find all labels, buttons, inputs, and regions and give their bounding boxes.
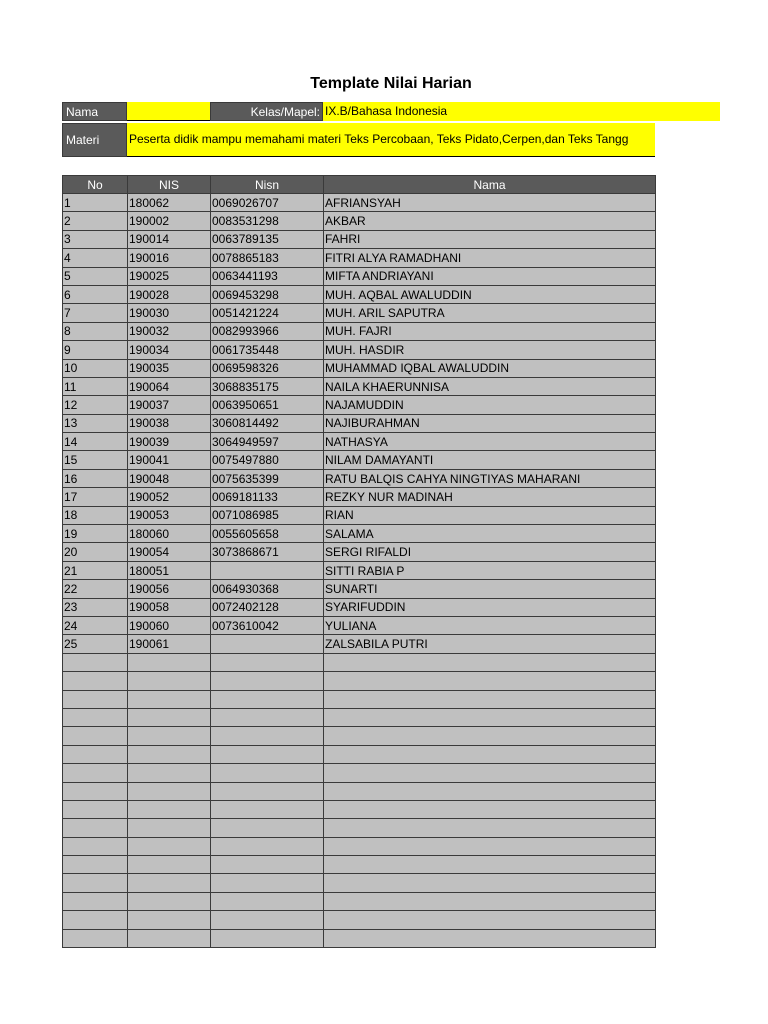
cell-nisn[interactable]: 0055605658 <box>211 525 324 543</box>
cell-nama[interactable]: REZKY NUR MADINAH <box>324 488 656 506</box>
cell-no[interactable] <box>63 764 128 782</box>
column-header-nis[interactable]: NIS <box>128 176 211 194</box>
cell-nama[interactable]: MIFTA ANDRIAYANI <box>324 267 656 285</box>
cell-nis[interactable] <box>128 911 211 929</box>
cell-nama[interactable] <box>324 727 656 745</box>
table-row <box>63 469 656 487</box>
cell-no[interactable] <box>63 745 128 763</box>
cell-no[interactable] <box>63 874 128 892</box>
table-row <box>63 414 656 432</box>
cell-nisn[interactable] <box>211 690 324 708</box>
cell-no[interactable]: 6 <box>63 285 128 303</box>
table-row <box>63 267 656 285</box>
cell-nisn[interactable]: 0069181133 <box>211 488 324 506</box>
cell-nis[interactable] <box>128 856 211 874</box>
cell-nis[interactable]: 190030 <box>128 304 211 322</box>
table-row <box>63 929 656 947</box>
cell-nisn[interactable] <box>211 856 324 874</box>
cell-no[interactable]: 7 <box>63 304 128 322</box>
cell-nisn[interactable] <box>211 635 324 653</box>
cell-nama[interactable] <box>324 874 656 892</box>
cell-nisn[interactable] <box>211 911 324 929</box>
cell-nis[interactable]: 190025 <box>128 267 211 285</box>
table-body <box>63 194 656 948</box>
cell-nisn[interactable]: 0075497880 <box>211 451 324 469</box>
table-row <box>63 194 656 212</box>
cell-nisn[interactable]: 0061735448 <box>211 341 324 359</box>
cell-nama[interactable]: SITTI RABIA P <box>324 561 656 579</box>
table-row <box>63 782 656 800</box>
cell-no[interactable]: 17 <box>63 488 128 506</box>
cell-no[interactable] <box>63 929 128 947</box>
table-row <box>63 635 656 653</box>
cell-nama[interactable]: SUNARTI <box>324 580 656 598</box>
cell-nis[interactable]: 190054 <box>128 543 211 561</box>
cell-no[interactable]: 25 <box>63 635 128 653</box>
cell-nama[interactable]: FITRI ALYA RAMADHANI <box>324 249 656 267</box>
cell-nama[interactable]: MUH. FAJRI <box>324 322 656 340</box>
cell-no[interactable]: 11 <box>63 377 128 395</box>
table-row <box>63 285 656 303</box>
cell-nama[interactable] <box>324 764 656 782</box>
cell-nis[interactable]: 190053 <box>128 506 211 524</box>
cell-nis[interactable]: 190064 <box>128 377 211 395</box>
cell-nis[interactable]: 190058 <box>128 598 211 616</box>
table-row <box>63 230 656 248</box>
cell-nis[interactable] <box>128 672 211 690</box>
cell-nama[interactable]: NATHASYA <box>324 433 656 451</box>
cell-nama[interactable] <box>324 911 656 929</box>
cell-nis[interactable]: 190032 <box>128 322 211 340</box>
cell-nisn[interactable]: 3060814492 <box>211 414 324 432</box>
cell-nis[interactable] <box>128 782 211 800</box>
cell-no[interactable]: 2 <box>63 212 128 230</box>
cell-nisn[interactable]: 0073610042 <box>211 616 324 634</box>
cell-no[interactable]: 10 <box>63 359 128 377</box>
cell-no[interactable] <box>63 690 128 708</box>
table-row <box>63 561 656 579</box>
cell-nisn[interactable]: 0072402128 <box>211 598 324 616</box>
cell-no[interactable] <box>63 856 128 874</box>
cell-nama[interactable]: NAJAMUDDIN <box>324 396 656 414</box>
table-row <box>63 506 656 524</box>
cell-no[interactable]: 16 <box>63 469 128 487</box>
cell-nis[interactable]: 190039 <box>128 433 211 451</box>
table-row <box>63 690 656 708</box>
cell-no[interactable]: 18 <box>63 506 128 524</box>
cell-no[interactable]: 19 <box>63 525 128 543</box>
cell-nisn[interactable] <box>211 874 324 892</box>
cell-no[interactable]: 8 <box>63 322 128 340</box>
cell-nama[interactable] <box>324 892 656 910</box>
table-row <box>63 212 656 230</box>
column-header-no[interactable]: No <box>63 176 128 194</box>
cell-nisn[interactable]: 0083531298 <box>211 212 324 230</box>
cell-nama[interactable]: AFRIANSYAH <box>324 194 656 212</box>
cell-no[interactable]: 22 <box>63 580 128 598</box>
table-row <box>63 580 656 598</box>
cell-nis[interactable]: 180062 <box>128 194 211 212</box>
cell-nis[interactable] <box>128 874 211 892</box>
table-row <box>63 856 656 874</box>
cell-nama[interactable]: NAJIBURAHMAN <box>324 414 656 432</box>
cell-nama[interactable] <box>324 672 656 690</box>
table-row <box>63 874 656 892</box>
column-header-nama[interactable]: Nama <box>324 176 656 194</box>
cell-no[interactable] <box>63 672 128 690</box>
materi-label: Materi <box>62 123 127 157</box>
cell-nisn[interactable]: 3064949597 <box>211 433 324 451</box>
cell-nama[interactable]: FAHRI <box>324 230 656 248</box>
page-title: Template Nilai Harian <box>310 75 472 92</box>
table-row <box>63 837 656 855</box>
cell-nama[interactable]: RATU BALQIS CAHYA NINGTIYAS MAHARANI <box>324 469 656 487</box>
table-row <box>63 322 656 340</box>
cell-no[interactable]: 9 <box>63 341 128 359</box>
cell-nis[interactable]: 190002 <box>128 212 211 230</box>
cell-nis[interactable] <box>128 892 211 910</box>
cell-nama[interactable]: NAILA KHAERUNNISA <box>324 377 656 395</box>
cell-no[interactable]: 23 <box>63 598 128 616</box>
kelas-value-cell[interactable]: IX.B/Bahasa Indonesia <box>323 102 654 121</box>
cell-nama[interactable] <box>324 690 656 708</box>
cell-no[interactable]: 12 <box>63 396 128 414</box>
cell-nis[interactable]: 190052 <box>128 488 211 506</box>
cell-nisn[interactable]: 0051421224 <box>211 304 324 322</box>
cell-nisn[interactable] <box>211 764 324 782</box>
table-row <box>63 451 656 469</box>
cell-nama[interactable] <box>324 708 656 726</box>
cell-nisn[interactable] <box>211 672 324 690</box>
table-row <box>63 800 656 818</box>
cell-no[interactable]: 3 <box>63 230 128 248</box>
cell-nisn[interactable] <box>211 892 324 910</box>
cell-nisn[interactable]: 3068835175 <box>211 377 324 395</box>
cell-nama[interactable]: SERGI RIFALDI <box>324 543 656 561</box>
column-header-nisn[interactable]: Nisn <box>211 176 324 194</box>
cell-nisn[interactable] <box>211 837 324 855</box>
cell-nama[interactable]: YULIANA <box>324 616 656 634</box>
cell-no[interactable]: 5 <box>63 267 128 285</box>
cell-nis[interactable]: 190060 <box>128 616 211 634</box>
cell-nisn[interactable]: 0063950651 <box>211 396 324 414</box>
cell-nis[interactable] <box>128 764 211 782</box>
cell-nama[interactable] <box>324 929 656 947</box>
cell-nis[interactable]: 190035 <box>128 359 211 377</box>
cell-nama[interactable]: MUH. HASDIR <box>324 341 656 359</box>
table-row <box>63 764 656 782</box>
cell-nis[interactable]: 190061 <box>128 635 211 653</box>
cell-no[interactable] <box>63 727 128 745</box>
cell-nis[interactable]: 190048 <box>128 469 211 487</box>
table-row <box>63 359 656 377</box>
cell-nisn[interactable]: 0063789135 <box>211 230 324 248</box>
cell-nis[interactable] <box>128 727 211 745</box>
cell-no[interactable]: 20 <box>63 543 128 561</box>
cell-no[interactable] <box>63 653 128 671</box>
table-row <box>63 543 656 561</box>
table-row <box>63 616 656 634</box>
cell-nisn[interactable] <box>211 800 324 818</box>
cell-nis[interactable] <box>128 837 211 855</box>
cell-nis[interactable] <box>128 653 211 671</box>
cell-nama[interactable] <box>324 745 656 763</box>
cell-nisn[interactable] <box>211 653 324 671</box>
cell-no[interactable] <box>63 800 128 818</box>
cell-no[interactable]: 21 <box>63 561 128 579</box>
cell-nis[interactable] <box>128 745 211 763</box>
nama-label: Nama <box>62 102 127 121</box>
cell-nisn[interactable] <box>211 782 324 800</box>
cell-no[interactable] <box>63 708 128 726</box>
cell-no[interactable] <box>63 782 128 800</box>
table-row <box>63 433 656 451</box>
kelas-label: Kelas/Mapel: <box>210 102 323 121</box>
cell-nisn[interactable]: 0063441193 <box>211 267 324 285</box>
cell-nis[interactable]: 190034 <box>128 341 211 359</box>
cell-nisn[interactable]: 0078865183 <box>211 249 324 267</box>
cell-nis[interactable] <box>128 819 211 837</box>
cell-nama[interactable]: MUH. AQBAL AWALUDDIN <box>324 285 656 303</box>
cell-nisn[interactable]: 0075635399 <box>211 469 324 487</box>
cell-nisn[interactable] <box>211 819 324 837</box>
cell-nis[interactable]: 190056 <box>128 580 211 598</box>
cell-no[interactable]: 4 <box>63 249 128 267</box>
table-row <box>63 377 656 395</box>
cell-nisn[interactable] <box>211 745 324 763</box>
table-row <box>63 819 656 837</box>
cell-nama[interactable] <box>324 653 656 671</box>
table-row <box>63 525 656 543</box>
cell-nama[interactable] <box>324 800 656 818</box>
cell-nisn[interactable]: 0069026707 <box>211 194 324 212</box>
cell-no[interactable] <box>63 911 128 929</box>
materi-value-cell[interactable]: Peserta didik mampu memahami materi Teks Percobaan, Teks Pidato,Cerpen,dan Teks Tangg <box>127 123 655 157</box>
table-row <box>63 598 656 616</box>
cell-nama[interactable]: ZALSABILA PUTRI <box>324 635 656 653</box>
cell-nis[interactable]: 190014 <box>128 230 211 248</box>
cell-no[interactable]: 24 <box>63 616 128 634</box>
cell-nama[interactable]: AKBAR <box>324 212 656 230</box>
table-row <box>63 249 656 267</box>
nama-value-cell[interactable] <box>127 102 210 121</box>
cell-nis[interactable]: 190028 <box>128 285 211 303</box>
cell-nisn[interactable]: 0082993966 <box>211 322 324 340</box>
cell-nisn[interactable]: 0069453298 <box>211 285 324 303</box>
table-row <box>63 304 656 322</box>
cell-nama[interactable] <box>324 837 656 855</box>
kelas-overflow-highlight <box>654 102 720 121</box>
cell-nis[interactable] <box>128 708 211 726</box>
cell-nama[interactable]: SALAMA <box>324 525 656 543</box>
cell-nis[interactable] <box>128 690 211 708</box>
cell-no[interactable] <box>63 892 128 910</box>
cell-nama[interactable] <box>324 819 656 837</box>
cell-nisn[interactable] <box>211 561 324 579</box>
table-row <box>63 911 656 929</box>
cell-nisn[interactable] <box>211 727 324 745</box>
cell-nama[interactable] <box>324 782 656 800</box>
table-row <box>63 341 656 359</box>
cell-no[interactable]: 14 <box>63 433 128 451</box>
cell-no[interactable] <box>63 837 128 855</box>
cell-nis[interactable]: 180051 <box>128 561 211 579</box>
cell-nis[interactable]: 190038 <box>128 414 211 432</box>
table-row <box>63 745 656 763</box>
cell-no[interactable] <box>63 819 128 837</box>
cell-nisn[interactable] <box>211 929 324 947</box>
cell-no[interactable]: 15 <box>63 451 128 469</box>
cell-nama[interactable] <box>324 856 656 874</box>
cell-nama[interactable]: MUHAMMAD IQBAL AWALUDDIN <box>324 359 656 377</box>
table-row <box>63 708 656 726</box>
cell-no[interactable]: 1 <box>63 194 128 212</box>
cell-nama[interactable]: NILAM DAMAYANTI <box>324 451 656 469</box>
cell-nisn[interactable]: 3073868671 <box>211 543 324 561</box>
table-row <box>63 653 656 671</box>
cell-nama[interactable]: MUH. ARIL SAPUTRA <box>324 304 656 322</box>
student-table <box>62 175 656 948</box>
table-row <box>63 488 656 506</box>
cell-nisn[interactable] <box>211 708 324 726</box>
cell-nisn[interactable]: 0069598326 <box>211 359 324 377</box>
cell-nama[interactable]: SYARIFUDDIN <box>324 598 656 616</box>
table-header-row <box>63 176 656 194</box>
table-row <box>63 396 656 414</box>
cell-nis[interactable]: 180060 <box>128 525 211 543</box>
table-row <box>63 892 656 910</box>
cell-nis[interactable] <box>128 800 211 818</box>
table-row <box>63 727 656 745</box>
cell-nis[interactable] <box>128 929 211 947</box>
cell-nama[interactable]: RIAN <box>324 506 656 524</box>
cell-no[interactable]: 13 <box>63 414 128 432</box>
cell-nisn[interactable]: 0071086985 <box>211 506 324 524</box>
cell-nisn[interactable]: 0064930368 <box>211 580 324 598</box>
cell-nis[interactable]: 190016 <box>128 249 211 267</box>
cell-nis[interactable]: 190041 <box>128 451 211 469</box>
cell-nis[interactable]: 190037 <box>128 396 211 414</box>
table-row <box>63 672 656 690</box>
